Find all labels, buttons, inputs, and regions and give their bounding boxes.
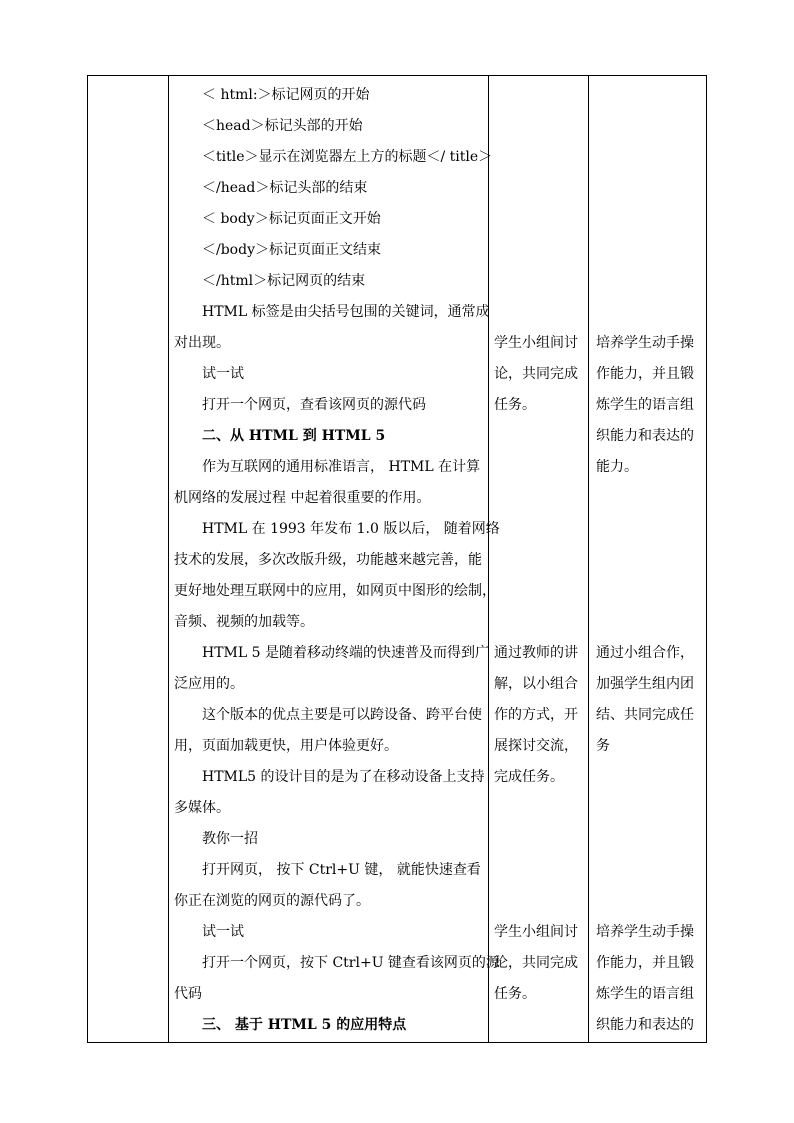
content-line: HTML 标签是由尖括号包围的关键词，通常成 <box>202 304 490 320</box>
activity-line: 论，共同完成 <box>494 366 578 382</box>
content-line: 技术的发展，多次改版升级，功能越来越完善，能 <box>174 552 482 568</box>
content-line: 三、 基于 HTML 5 的应用特点 <box>202 1017 407 1033</box>
content-line: 更好地处理互联网中的应用，如网页中图形的绘制， <box>174 583 496 599</box>
content-line: 你正在浏览的网页的源代码了。 <box>174 893 370 909</box>
content-line: 用，页面加载更快，用户体验更好。 <box>174 738 398 754</box>
purpose-line: 务 <box>596 738 610 754</box>
purpose-line: 织能力和表达的 <box>596 1017 694 1033</box>
activity-line: 论，共同完成 <box>494 955 578 971</box>
content-line: 教你一招 <box>202 831 258 847</box>
purpose-line: 能力。 <box>596 459 638 475</box>
purpose-line: 作能力，并且锻 <box>596 955 694 971</box>
activity-line: 通过教师的讲 <box>494 645 578 661</box>
activity-line: 任务。 <box>494 397 536 413</box>
content-line: 代码 <box>174 986 202 1002</box>
content-line: 二、从 HTML 到 HTML 5 <box>202 428 386 444</box>
purpose-line: 炼学生的语言组 <box>596 397 694 413</box>
purpose-line: 织能力和表达的 <box>596 428 694 444</box>
content-line: HTML 5 是随着移动终端的快速普及而得到广 <box>202 645 489 661</box>
content-line: ＜ body＞标记页面正文开始 <box>202 211 381 227</box>
content-line: 音频、视频的加载等。 <box>174 614 314 630</box>
content-line: HTML5 的设计目的是为了在移动设备上支持 <box>202 769 485 785</box>
activity-line: 学生小组间讨 <box>494 924 578 940</box>
design-purpose-column <box>588 76 708 1042</box>
content-line: 打开一个网页，查看该网页的源代码 <box>202 397 426 413</box>
content-line: 试一试 <box>202 366 244 382</box>
activity-line: 展探讨交流， <box>494 738 578 754</box>
activity-line: 学生小组间讨 <box>494 335 578 351</box>
activity-line: 作的方式，开 <box>494 707 578 723</box>
lesson-table <box>87 75 707 1043</box>
purpose-line: 炼学生的语言组 <box>596 986 694 1002</box>
purpose-line: 加强学生组内团 <box>596 676 694 692</box>
content-line: ＜/body＞标记页面正文结束 <box>202 242 381 258</box>
purpose-line: 作能力，并且锻 <box>596 366 694 382</box>
purpose-line: 培养学生动手操 <box>596 335 694 351</box>
teaching-content-column <box>168 76 500 1042</box>
purpose-line: 通过小组合作， <box>596 645 694 661</box>
content-line: ＜/head＞标记头部的结束 <box>202 180 368 196</box>
purpose-line: 结、共同完成任 <box>596 707 694 723</box>
content-line: 多媒体。 <box>174 800 230 816</box>
content-line: 这个版本的优点主要是可以跨设备、跨平台使 <box>202 707 482 723</box>
purpose-line: 培养学生动手操 <box>596 924 694 940</box>
content-line: 打开网页， 按下 Ctrl+U 键， 就能快速查看 <box>202 862 481 878</box>
activity-line: 任务。 <box>494 986 536 1002</box>
content-line: 试一试 <box>202 924 244 940</box>
content-line: ＜head＞标记头部的开始 <box>202 118 363 134</box>
content-line: 机网络的发展过程 中起着很重要的作用。 <box>174 490 431 506</box>
content-line: HTML 在 1993 年发布 1.0 版以后， 随着网络 <box>202 521 500 537</box>
content-line: ＜title＞显示在浏览器左上方的标题＜/ title＞ <box>202 149 493 165</box>
content-line: ＜/html＞标记网页的结束 <box>202 273 366 289</box>
content-line: 对出现。 <box>174 335 230 351</box>
content-line: 打开一个网页，按下 Ctrl+U 键查看该网页的源 <box>202 955 500 971</box>
activity-line: 完成任务。 <box>494 769 564 785</box>
activity-line: 解，以小组合 <box>494 676 578 692</box>
content-line: 作为互联网的通用标准语言， HTML 在计算 <box>202 459 481 475</box>
content-line: ＜ html:＞标记网页的开始 <box>202 87 370 103</box>
content-line: 泛应用的。 <box>174 676 244 692</box>
student-activity-column <box>488 76 588 1042</box>
